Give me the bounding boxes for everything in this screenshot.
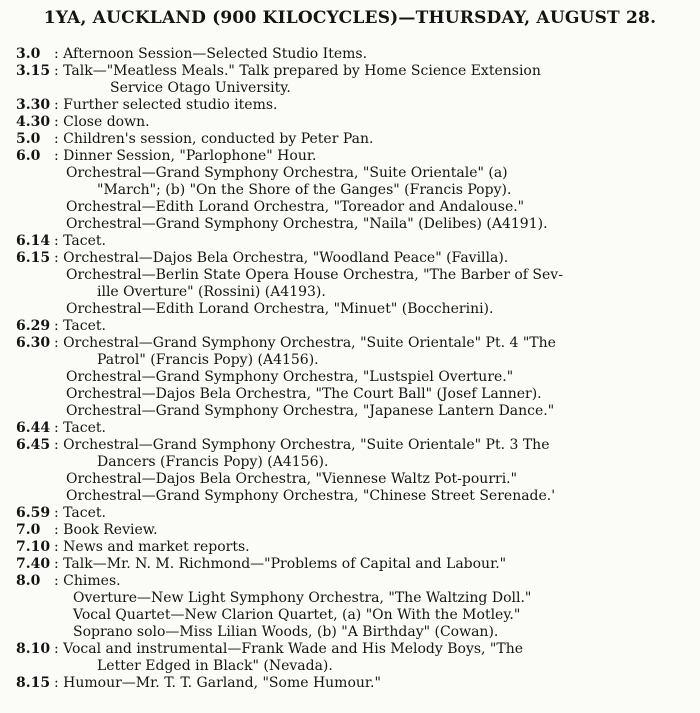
program-line: Soprano solo—Miss Lilian Woods, (b) "A Birthday" (Cowan). [73, 624, 499, 640]
program-line: : Talk—"Meatless Meals." Talk prepared by Home Science Extension [54, 63, 541, 79]
time-6-45: 6.45 [16, 437, 51, 453]
time-3-30: 3.30 [16, 97, 51, 113]
program-line: Orchestral—Berlin State Opera House Orchestra, "The Barber of Sev- [66, 267, 563, 283]
program-line: ille Overture" (Rossini) (A4193). [97, 284, 326, 300]
program-line: Orchestral—Edith Lorand Orchestra, "Toreador and Andalouse." [66, 199, 525, 215]
program-line: Orchestral—Dajos Bela Orchestra, "The Court Ball" (Josef Lanner). [66, 386, 542, 402]
time-7-10: 7.10 [16, 539, 51, 555]
program-line: : Close down. [54, 114, 150, 130]
program-line: Overture—New Light Symphony Orchestra, "The Waltzing Doll." [73, 590, 532, 606]
program-line: Service Otago University. [110, 80, 291, 96]
program-line: Vocal Quartet—New Clarion Quartet, (a) "On With the Motley." [73, 607, 521, 623]
time-3-15: 3.15 [16, 63, 51, 79]
program-line: : Tacet. [54, 505, 106, 521]
program-line: Dancers (Francis Popy) (A4156). [97, 454, 329, 470]
program-line: : Tacet. [54, 233, 106, 249]
time-4-30: 4.30 [16, 114, 51, 130]
program-line: Letter Edged in Black" (Nevada). [97, 658, 333, 674]
station-header: 1YA, AUCKLAND (900 KILOCYCLES)—THURSDAY, AUGUST 28. [43, 8, 657, 28]
program-line: Orchestral—Edith Lorand Orchestra, "Minuet" (Boccherini). [66, 301, 494, 317]
program-line: : Tacet. [54, 318, 106, 334]
program-line: Patrol" (Francis Popy) (A4156). [97, 352, 319, 368]
program-line: Orchestral—Grand Symphony Orchestra, "Chinese Street Serenade.' [66, 488, 556, 504]
program-line: : Humour—Mr. T. T. Garland, "Some Humour." [54, 675, 381, 691]
time-6-29: 6.29 [16, 318, 51, 334]
time-8-10: 8.10 [16, 641, 51, 657]
time-6-30: 6.30 [16, 335, 51, 351]
program-line: Orchestral—Grand Symphony Orchestra, "Lustspiel Overture." [66, 369, 514, 385]
program-line: : News and market reports. [54, 539, 250, 555]
program-line: Orchestral—Grand Symphony Orchestra, "Naila" (Delibes) (A4191). [66, 216, 548, 232]
time-3-0: 3.0 [16, 46, 41, 62]
program-line: : Book Review. [54, 522, 158, 538]
program-line: : Tacet. [54, 420, 106, 436]
program-line: : Children's session, conducted by Peter Pan. [54, 131, 374, 147]
time-7-0: 7.0 [16, 522, 41, 538]
program-line: Orchestral—Dajos Bela Orchestra, "Viennese Waltz Pot-pourri." [66, 471, 518, 487]
program-line: : Chimes. [54, 573, 121, 589]
program-line: Orchestral—Grand Symphony Orchestra, "Suite Orientale" (a) [66, 165, 508, 181]
time-6-44: 6.44 [16, 420, 51, 436]
time-7-40: 7.40 [16, 556, 51, 572]
time-6-14: 6.14 [16, 233, 51, 249]
program-line: "March"; (b) "On the Shore of the Ganges" (Francis Popy). [97, 182, 512, 198]
time-6-59: 6.59 [16, 505, 51, 521]
time-6-15: 6.15 [16, 250, 51, 266]
time-8-0: 8.0 [16, 573, 41, 589]
program-line: : Orchestral—Dajos Bela Orchestra, "Woodland Peace" (Favilla). [54, 250, 509, 266]
program-line: Orchestral—Grand Symphony Orchestra, "Japanese Lantern Dance." [66, 403, 555, 419]
time-8-15: 8.15 [16, 675, 51, 691]
time-6-0: 6.0 [16, 148, 41, 164]
program-line: : Vocal and instrumental—Frank Wade and His Melody Boys, "The [54, 641, 524, 657]
time-5-0: 5.0 [16, 131, 41, 147]
program-line: : Dinner Session, "Parlophone" Hour. [54, 148, 317, 164]
program-line: : Orchestral—Grand Symphony Orchestra, "Suite Orientale" Pt. 3 The [54, 437, 550, 453]
program-line: : Afternoon Session—Selected Studio Items. [54, 46, 368, 62]
program-line: : Talk—Mr. N. M. Richmond—"Problems of Capital and Labour." [54, 556, 507, 572]
program-line: : Orchestral—Grand Symphony Orchestra, "Suite Orientale" Pt. 4 "The [54, 335, 556, 351]
program-line: : Further selected studio items. [54, 97, 278, 113]
